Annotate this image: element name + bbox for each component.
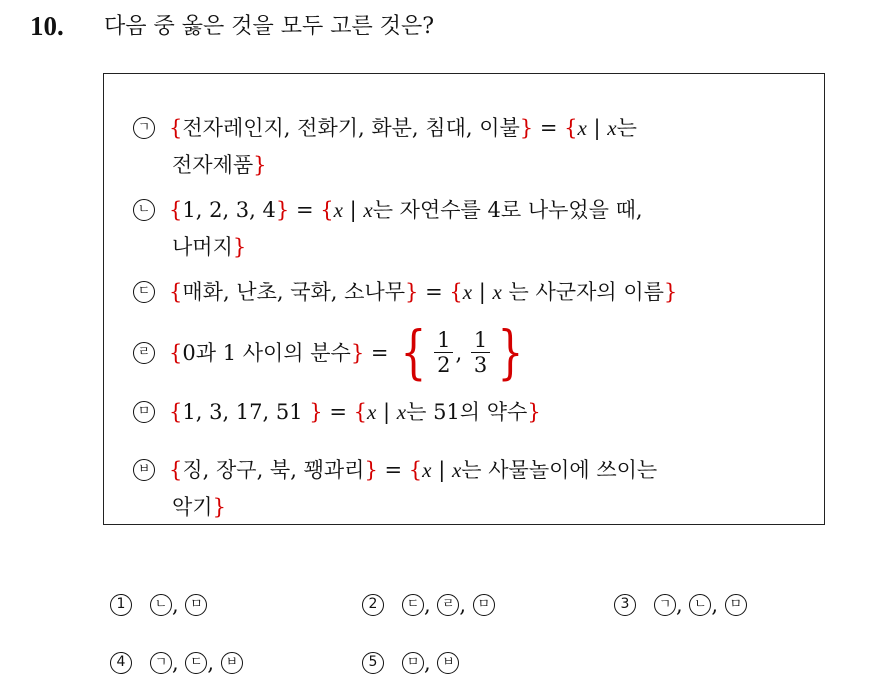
answer-choice-2[interactable]: 2 ㄷ , ㄹ , ㅁ	[362, 588, 495, 622]
close-brace: }	[275, 198, 290, 222]
answer-choice-3[interactable]: 3 ㄱ , ㄴ , ㅁ	[614, 588, 747, 622]
equals-sign: =	[370, 341, 389, 365]
set-bar: |	[593, 116, 601, 140]
choice-number: 3	[614, 594, 636, 616]
choice-mark: ㅁ	[725, 594, 747, 616]
fraction-one-half	[434, 328, 453, 377]
open-brace: {	[408, 458, 423, 482]
statement-item-1	[133, 108, 637, 148]
choice-mark: ㅁ	[402, 652, 424, 674]
statement-item-2	[133, 190, 643, 230]
open-brace: {	[169, 116, 183, 140]
choice-mark: ㄹ	[437, 594, 459, 616]
choice-mark: ㄷ	[185, 652, 207, 674]
statement-item-6-continued	[172, 487, 226, 527]
set-elements: 징, 장구, 북, 꽹과리	[182, 458, 365, 482]
choice-mark: ㄴ	[689, 594, 711, 616]
choice-mark: ㅁ	[473, 594, 495, 616]
choice-mark: ㄷ	[402, 594, 424, 616]
choice-number: 1	[110, 594, 132, 616]
question-number: 10.	[30, 11, 64, 41]
set-elements: 0과 1 사이의 분수	[182, 341, 351, 365]
close-brace: }	[519, 116, 534, 140]
variable: x	[333, 198, 343, 222]
condition-text: 악기	[172, 495, 213, 519]
close-brace: }	[232, 235, 247, 259]
variable: x	[367, 400, 377, 424]
set-bar: |	[478, 280, 486, 304]
item-marker: ㄹ	[133, 342, 155, 364]
statement-item-2-continued	[172, 227, 246, 267]
equals-sign: =	[329, 400, 347, 424]
choice-mark: ㅂ	[221, 652, 243, 674]
statement-item-5	[133, 392, 541, 432]
open-brace: {	[564, 116, 578, 140]
open-brace: {	[169, 280, 183, 304]
condition-text: 는 51의 약수	[406, 400, 528, 424]
close-brace: }	[350, 341, 365, 365]
choice-number: 4	[110, 652, 132, 674]
set-elements: 전자레인지, 전화기, 화분, 침대, 이불	[182, 116, 520, 140]
choice-mark: ㅂ	[437, 652, 459, 674]
open-brace: {	[353, 400, 368, 424]
variable: x	[492, 280, 502, 304]
condition-text: 는 자연수를 4로 나누었을 때,	[372, 198, 643, 222]
fraction-one-third	[471, 328, 490, 377]
set-elements: 매화, 난초, 국화, 소나무	[182, 280, 406, 304]
statement-item-4	[133, 317, 529, 386]
set-elements: 1, 2, 3, 4	[182, 198, 276, 222]
statement-item-3	[133, 272, 677, 312]
close-brace: }	[309, 400, 323, 424]
close-brace: }	[405, 280, 419, 304]
close-brace: }	[364, 458, 378, 482]
open-brace: {	[320, 198, 334, 222]
close-brace: }	[527, 400, 541, 424]
variable: x	[462, 280, 473, 304]
choice-number: 2	[362, 594, 384, 616]
choice-number: 5	[362, 652, 384, 674]
item-marker: ㅁ	[133, 401, 155, 423]
item-marker: ㄴ	[133, 199, 155, 221]
close-large-brace: }	[497, 317, 524, 386]
condition-text: 는 사군자의 이름	[501, 280, 664, 304]
fraction-denominator: 2	[437, 353, 451, 377]
variable: x	[396, 400, 407, 424]
fraction-numerator: 1	[471, 328, 490, 353]
variable: x	[577, 116, 587, 140]
close-brace: }	[663, 280, 678, 304]
fraction-numerator: 1	[434, 328, 453, 353]
condition-text: 전자제품	[172, 153, 254, 177]
open-brace: {	[449, 280, 463, 304]
open-brace: {	[169, 341, 183, 365]
choice-mark: ㄴ	[150, 594, 172, 616]
choice-mark: ㄱ	[654, 594, 676, 616]
open-large-brace: {	[400, 317, 427, 386]
equals-sign: =	[295, 198, 314, 222]
set-bar: |	[383, 400, 391, 424]
statement-item-6	[133, 450, 657, 490]
set-elements: 1, 3, 17, 51	[182, 400, 310, 424]
variable: x	[607, 116, 617, 140]
fraction-denominator: 3	[473, 353, 488, 377]
condition-text: 는	[616, 116, 637, 140]
equals-sign: =	[425, 280, 443, 304]
condition-text: 나머지	[172, 235, 233, 259]
answer-choice-4[interactable]: 4 ㄱ , ㄷ , ㅂ	[110, 646, 243, 680]
fraction-comma: ,	[455, 341, 463, 365]
condition-text: 는 사물놀이에 쓰이는	[461, 458, 658, 482]
equals-sign: =	[384, 458, 403, 482]
item-marker: ㅂ	[133, 459, 155, 481]
variable: x	[363, 198, 373, 222]
answer-choice-1[interactable]: 1 ㄴ , ㅁ	[110, 588, 207, 622]
variable: x	[451, 458, 462, 482]
open-brace: {	[169, 458, 183, 482]
question-text: 다음 중 옳은 것을 모두 고른 것은?	[104, 14, 435, 39]
item-marker: ㄷ	[133, 281, 155, 303]
close-brace: }	[212, 495, 226, 519]
open-brace: {	[169, 400, 183, 424]
statement-item-1-continued	[172, 145, 267, 185]
equals-sign: =	[539, 116, 558, 140]
close-brace: }	[253, 153, 267, 177]
set-bar: |	[349, 198, 357, 222]
item-marker: ㄱ	[133, 117, 155, 139]
answer-choice-5[interactable]: 5 ㅁ , ㅂ	[362, 646, 459, 680]
variable: x	[422, 458, 432, 482]
set-bar: |	[438, 458, 446, 482]
choice-mark: ㄱ	[150, 652, 172, 674]
open-brace: {	[169, 198, 183, 222]
choice-mark: ㅁ	[185, 594, 207, 616]
